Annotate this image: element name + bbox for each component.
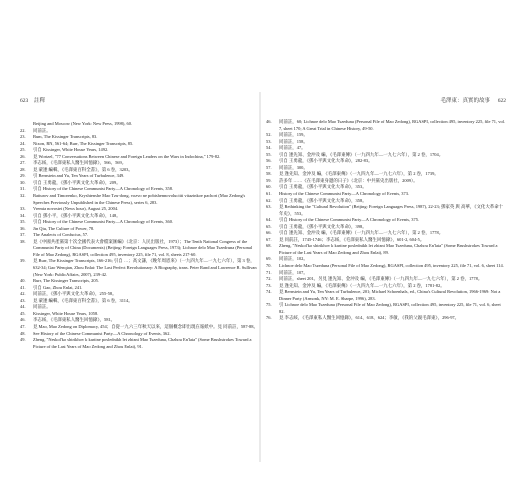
endnote-text: The Analects of Confucius, 57. <box>33 232 89 238</box>
endnote-text: 引 Bernstein and Yu, Ten Years of Turbulence, 349. <box>33 173 125 179</box>
endnote-text: 見 Mao, Mao Zedong on Diplomacy, 454；自從一九六三年秋天以來，這個概念即出現在報紙中。見 同前註，587-88。 <box>33 323 258 329</box>
endnote-number: 69. <box>266 256 272 262</box>
endnote-text: 引自 History of the Chinese Communist Party—A Chronology of Events, 360. <box>33 219 174 225</box>
endnote-text: Zheng, "Neskol'ko shtrikhov k kartine poslednikh let zhizni Mao Tszeduna, Chzhou En'laia" (Some Brushstrokes Toward a Picture of the Last Years of Mao Zedong and Zhou Enlai), 91. <box>33 337 252 349</box>
endnote-number: 37. <box>20 232 26 238</box>
endnote <box>20 193 260 206</box>
left-notes-list <box>20 121 260 350</box>
endnote-text: 見 Wortzel, "77 Conversations Between Chinese and Foreign Leaders on the Wars in Indochina," 179-82. <box>33 153 221 159</box>
endnote-number: 44. <box>20 304 26 310</box>
endnote-number: 25. <box>20 147 26 153</box>
endnote-text: 見 Rethinking the "Cultural Revolution" (Beijing: Foreign Languages Press, 1987), 22-23; 鄧家英 與 高華，《文化大革命十年史》，553。 <box>279 204 504 216</box>
endnote-number: 43. <box>20 297 26 303</box>
endnote-number: 33. <box>20 206 26 212</box>
endnote-text: 同前註，102。 <box>279 256 308 262</box>
endnote-text: 同前註，47。 <box>279 145 306 151</box>
endnote <box>266 119 506 132</box>
endnote-number: 38. <box>20 238 26 244</box>
endnote-number: 67. <box>266 236 272 242</box>
endnote-number: 46. <box>266 119 272 124</box>
endnote-number: 74. <box>266 289 272 295</box>
endnote-text: 見《中國共產黨第十次全國代表大會檔案匯編》（北京：人民出版社，1973）；The Tenth National Congress of the Communist Party of China (Documents) (Beijing: Foreign Languages Press, 1973); Lichnoe delo Mao Tszedruna (Personal File of Mao Zedong), RGASPI, collection 495, inventory 225, file 71, vol. 8, sheets 217-60. <box>33 238 253 257</box>
endnote-text: 引自 逢先知、金沖及 編，《毛澤東傳》（一九四九年—一九七六年），第 2 卷，1704。 <box>279 151 444 157</box>
endnote <box>20 337 260 350</box>
endnote-number: 70. <box>266 263 272 269</box>
endnote <box>266 243 506 256</box>
endnote-number: 75. <box>266 302 272 308</box>
endnote-number: 73. <box>266 282 272 288</box>
endnote-text: 見 蒙逢 編輯，《毛澤東百科全書》，第 6 卷，3203。 <box>33 166 133 172</box>
endnote-number: 71. <box>266 269 272 275</box>
right-running-title: 毛澤東：真實的故事 <box>440 98 490 104</box>
right-page-number: 622 <box>497 98 506 104</box>
endnote-text: Vremia novostei (News hour), August 25, 2004. <box>33 206 119 212</box>
endnote-text: 見 逢先知、金沖及 編，《毛澤東傳》（一九四九年—一九七六年），第 2 卷，1739。 <box>279 171 439 177</box>
endnote <box>20 239 260 259</box>
endnote-text: 見 Burr, The Kissinger Transcripts, 166-216; 引自 …；高文謙，《晚年周恩來》（一九四九年—一九七六年），第 3 卷，632-34; Gao Wenqian, Zhou Enlai: The Last Perfect Revolutionary: A Biography, trans. Peter Rand and Lawrence R. Sullivan (New York: PublicAffairs, 2007), 239-42. <box>33 258 257 277</box>
endnote-number: 76. <box>266 315 272 321</box>
endnote-number: 26. <box>20 153 26 159</box>
endnote-text: Burr, The Kissinger Transcripts, 205. <box>33 278 99 284</box>
endnote-number: 61. <box>266 191 272 197</box>
endnote-text: 許多年 ……《在毛澤東身邊的日子》（北京：中共黨史出版社，2009）。 <box>279 177 418 183</box>
endnote-number: 57. <box>266 164 272 170</box>
left-page-number: 623 <box>20 98 29 104</box>
endnote-number: 63. <box>266 204 272 210</box>
endnote <box>266 302 506 315</box>
endnote-text: 同前註，sheet 201。另見 逢先知、金沖及 編，《毛澤東傳》（一九四九年—一九七六年），第 2 卷，1778。 <box>279 276 483 282</box>
endnote-number: 52. <box>266 132 272 138</box>
endnote-text: Beijing and Moscow (New York: New Press, 1998), 60. <box>33 121 133 126</box>
endnote-number: 49. <box>20 337 26 343</box>
endnote-number: 32. <box>20 193 26 199</box>
endnote-number: 46. <box>20 317 26 323</box>
endnote-text: 見 同前註，1745-1746；李志綏，《毛澤東私人醫生回憶錄》，601-2, 604-5。 <box>279 236 425 242</box>
endnote-text: Jin Qiu, The Culture of Power, 78. <box>33 225 95 231</box>
endnote-number: 64. <box>266 217 272 223</box>
endnote-number: 54. <box>266 145 272 151</box>
endnote <box>20 258 260 278</box>
endnote-number: 45. <box>20 310 26 316</box>
endnote-text: 同前註，159。 <box>279 132 308 138</box>
endnote-text: See History of the Chinese Communist Party—A Chronology of Events, 362. <box>33 330 171 336</box>
endnote-number: 59. <box>266 177 272 183</box>
endnote-text: 見 李志綏，《毛澤東私人醫生回憶錄》，614、618、624；李敏，《我的父親毛澤東》，296-97。 <box>279 315 460 321</box>
endnote-text: 同前註，158。 <box>279 138 308 144</box>
endnote-number: 29. <box>20 173 26 179</box>
endnote-text: 引 Lichnoe delo Mao Tszeduna (Personal File of Mao Zedong), RGASPI, collection 495, inventory 225, file 71, vol. 6, sheet 82. <box>279 302 501 314</box>
endnote-text: 同前註，300。 <box>279 164 308 170</box>
endnote-text: 引自 Kissinger, White House Years, 1492. <box>33 147 109 153</box>
endnote-text: 同前註，107。 <box>279 269 308 275</box>
endnote-number: 53. <box>266 138 272 144</box>
endnote-text: 同前註，60; Lichnoe delo Mao Tszeduna (Personal File of Mao Zedong), RGASPI, collection 495, inventory 225, file 71, vol. 7, sheet 170; A Great Trial in Chinese History, 49-50. <box>279 119 506 131</box>
endnote-text: Batturov and Timorenko, Kryshtenshe Mao Tzu-dong, vozvo ne pobishennovolucitti vitazinkoe pachori (Mao Zedong's Speeches Previously Unpublished in the Chinese Press), series 6, 283. <box>33 193 246 205</box>
right-notes-list <box>266 119 506 322</box>
endnote-number: 42. <box>20 291 26 297</box>
endnote-number: 31. <box>20 186 26 192</box>
endnote-text: 引自 Gao, Zhou Enlai, 241. <box>33 284 83 290</box>
endnote-text: 引自 王勇龍，《鄧小平與文化大革命》，209。 <box>33 179 121 185</box>
endnote-text: 見 Bernstein and Yu, Ten Years of Turbulence, 201; Michael Schoenhals, ed., China's Cultural Revolution, 1966-1969: Not a Dinner Party (Armonk, NY: M. E. Sharpe, 1996), 283. <box>279 289 501 301</box>
endnote-text: 李志綏，《毛澤東私人醫生回憶錄》，581。 <box>33 317 116 323</box>
left-running-header <box>20 97 260 105</box>
endnote-number: 47. <box>20 323 26 329</box>
endnote <box>266 204 506 217</box>
endnote-text: 引自 逢先知、金沖及 編，《毛澤東傳》（一九四九年—一九七六年），第 2 卷，1778。 <box>279 230 444 236</box>
endnote <box>266 315 506 322</box>
endnote-text: 見 逢先知、金沖及 編，《毛澤東傳》（一九四九年—一九七六年），第 2 卷，1781-82。 <box>279 282 445 288</box>
endnote-number: 36. <box>20 225 26 231</box>
endnote-text: History of the Chinese Communist Party—A Chronology of Events, 373. <box>279 191 410 197</box>
endnote-text: Lichnoe delo Mao Tszeduna (Personal File of Mao Zedong), RGASPI, collection 495, inventory 225, file 71, vol. 6, sheet 114. <box>279 263 504 269</box>
endnote-text: 李志綏，《毛澤東私人醫生回憶錄》，566、569。 <box>33 160 127 166</box>
endnote-number: 62. <box>266 197 272 203</box>
endnote-number: 72. <box>266 276 272 282</box>
endnote-number: 66. <box>266 230 272 236</box>
endnote-text: 同前註。 <box>33 127 51 133</box>
endnote-number: 68. <box>266 243 272 249</box>
endnote-text: 引自 History of the Chinese Communist Party—A Chronology of Events, 358. <box>33 186 174 192</box>
endnote-number: 28. <box>20 166 26 172</box>
endnote-number: 56. <box>266 158 272 164</box>
right-page <box>266 0 506 500</box>
endnote-text: Nixon, RN, 561-64; Burr, The Kissinger Transcripts, 85. <box>33 140 134 146</box>
endnote-text: 同前註。 <box>33 304 51 310</box>
endnote-text: 引自 王勇龍，《鄧小平與文化大革命》，282-83。 <box>279 158 373 164</box>
endnote-number: 24. <box>20 140 26 146</box>
endnote-number: 48. <box>20 330 26 336</box>
endnote-text: 引自 鄧小平，《鄧小平與文化大革命》，148。 <box>33 212 121 218</box>
endnote-number: 35. <box>20 219 26 225</box>
endnote-text: Bum, The Kissinger Transcripts, 83. <box>33 134 98 140</box>
endnote <box>266 289 506 302</box>
endnote-number: 27. <box>20 160 26 166</box>
endnote-text: Zheng, "Neskol'ko shtrikhov k kartine poslednikh let zhizni Mao Tszeduna, Chzhou En'laia" (Some Brushstrokes Toward a Picture of the Last Years of Mao Zedong and Zhou Enlai), 89. <box>279 243 498 255</box>
endnote-number: 22. <box>20 127 26 133</box>
endnote-text: 同前註，《鄧小平與文化大革命》，255-58。 <box>33 291 117 297</box>
endnote-number: 23. <box>20 134 26 140</box>
endnote-text: 引自 王勇龍，《鄧小平與文化大革命》，398。 <box>279 223 367 229</box>
page-gutter <box>259 92 261 462</box>
endnote-number: 60. <box>266 184 272 190</box>
endnote-text: 見 蒙逢 編輯，《毛澤東百科全書》，第 6 卷，3114。 <box>33 297 133 303</box>
endnote-number: 39. <box>20 258 26 264</box>
endnote-text: Kissinger, White House Years, 1058. <box>33 310 99 316</box>
endnote-number: 65. <box>266 223 272 229</box>
endnote-number: 58. <box>266 171 272 177</box>
endnote-number: 30. <box>20 179 26 185</box>
endnote-text: 引自 History of the Chinese Communist Party—A Chronology of Events, 375. <box>279 217 420 223</box>
endnote-number: 40. <box>20 278 26 284</box>
endnote-number: 55. <box>266 151 272 157</box>
left-page <box>20 0 260 500</box>
endnote-text: 引自 王勇龍，《鄧小平與文化大革命》，353。 <box>279 184 367 190</box>
left-running-title: 註釋 <box>34 98 46 104</box>
endnote-number: 34. <box>20 212 26 218</box>
endnote-number: 41. <box>20 284 26 290</box>
right-running-header <box>266 97 506 105</box>
endnote-text: 引自 王勇龍，《鄧小平與文化大革命》，358。 <box>279 197 367 203</box>
